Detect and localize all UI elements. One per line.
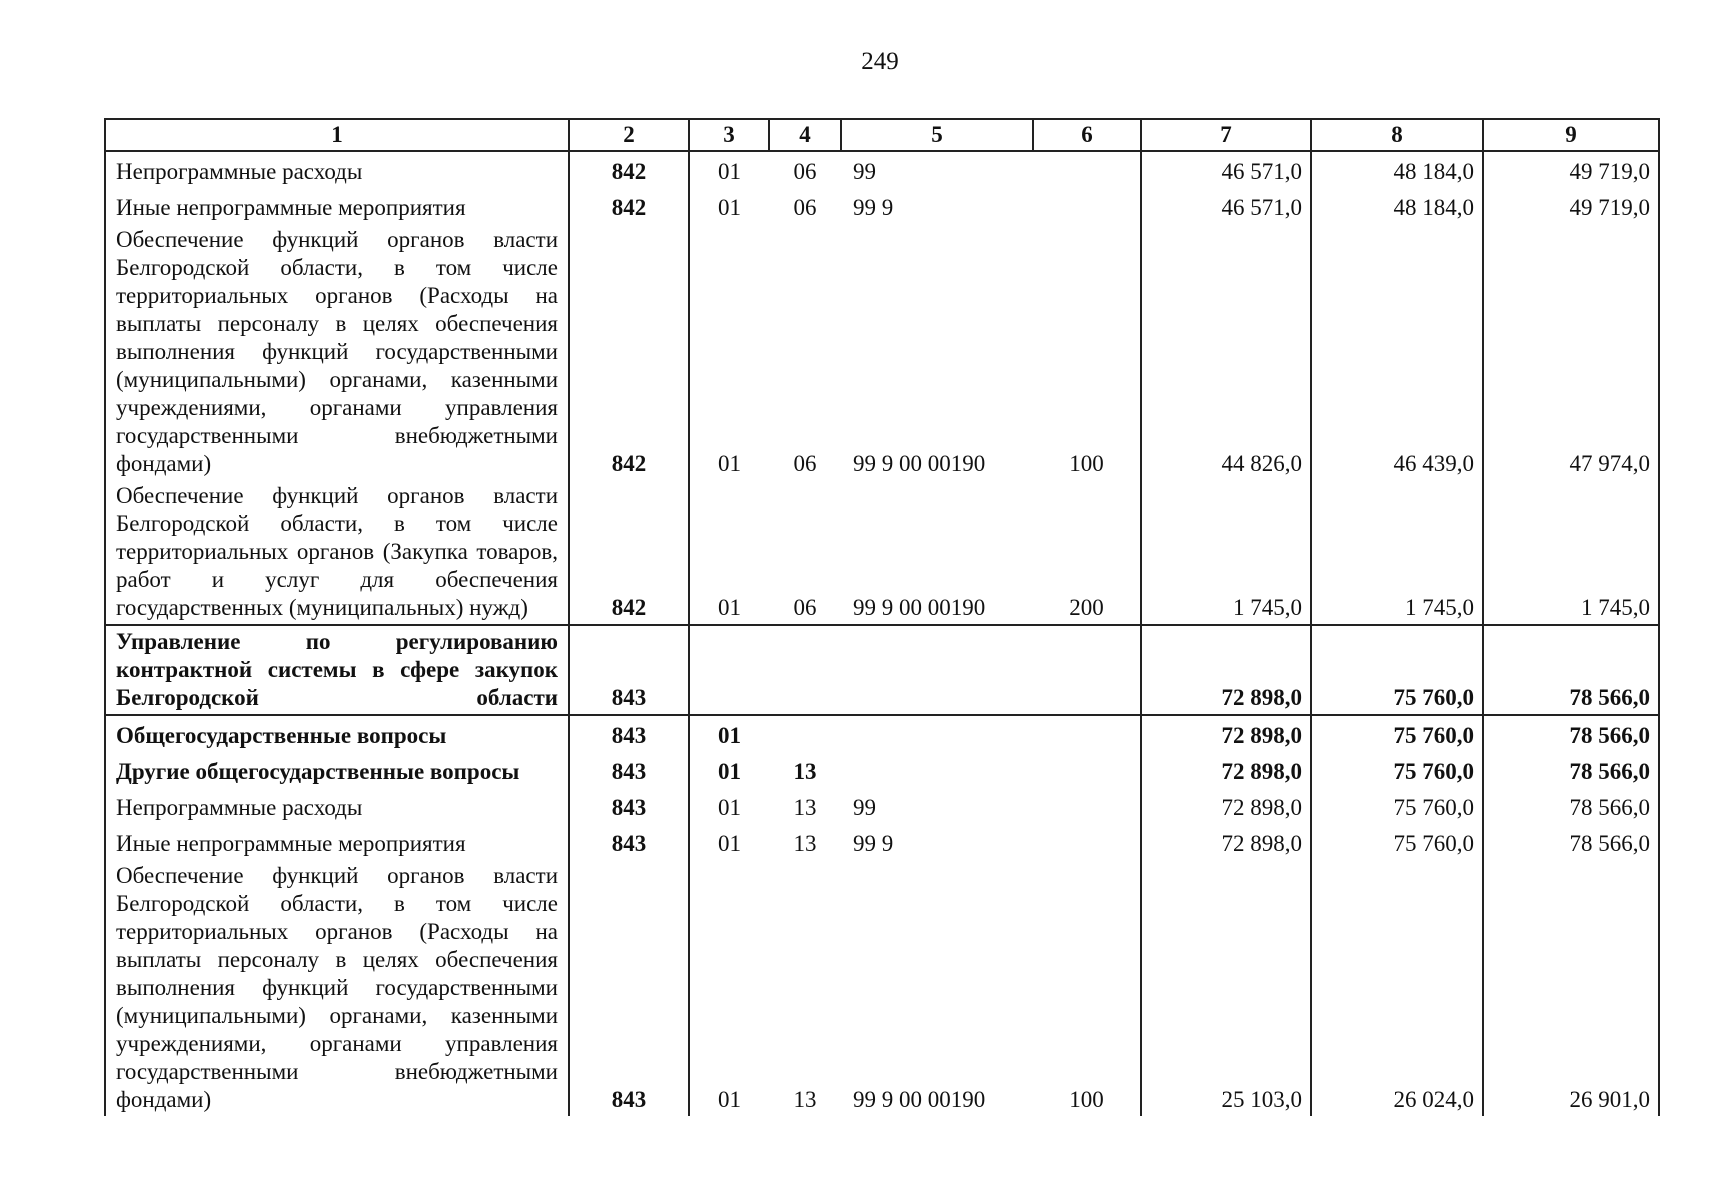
budget-table-container xyxy=(104,118,1658,1116)
row-code-cell: 843 xyxy=(569,715,689,752)
row-name-cell: Другие общегосударственные вопросы xyxy=(105,752,569,788)
header-col-5: 5 xyxy=(841,119,1033,151)
row-amount-col7-cell: 72 898,0 xyxy=(1141,788,1311,824)
table-row xyxy=(105,860,1659,1116)
row-expense-type-cell: 100 xyxy=(1033,224,1141,480)
row-section-cell: 01 xyxy=(689,480,769,625)
row-code-cell: 843 xyxy=(569,752,689,788)
row-amount-col9-cell: 26 901,0 xyxy=(1483,860,1659,1116)
row-section-cell: 01 xyxy=(689,188,769,224)
row-target-article-cell: 99 9 00 00190 xyxy=(853,451,986,476)
row-target-article-cell: 99 9 00 00190 xyxy=(853,595,986,620)
row-code-cell: 842 xyxy=(569,188,689,224)
row-expense-type-cell xyxy=(1033,824,1141,860)
header-col-1: 1 xyxy=(105,119,569,151)
row-subsection-cell: 13 xyxy=(793,1087,817,1112)
row-section-cell: 01 xyxy=(689,715,769,752)
row-name-cell: Управление по регулированию контрактной системы в сфере закупок Белгородской области xyxy=(105,625,569,715)
row-expense-type-cell: 100 xyxy=(1033,860,1141,1116)
row-code-cell: 843 xyxy=(569,824,689,860)
row-target-article-cell xyxy=(841,625,1033,715)
row-target-article-cell: 99 9 00 00190 xyxy=(853,1087,986,1112)
row-amount-col7-cell: 72 898,0 xyxy=(1141,824,1311,860)
row-section-cell: 01 xyxy=(689,824,769,860)
row-amount-col7-cell: 1 745,0 xyxy=(1141,480,1311,625)
row-name-cell: Иные непрограммные мероприятия xyxy=(105,824,569,860)
table-body xyxy=(105,151,1659,1116)
row-subsection-cell: 13 xyxy=(793,759,817,784)
row-name-cell: Непрограммные расходы xyxy=(105,151,569,188)
row-expense-type-cell xyxy=(1033,188,1141,224)
row-target-article-cell: 99 9 xyxy=(853,831,894,856)
table-row xyxy=(105,824,1659,860)
row-subsection-cell: 13 xyxy=(793,795,817,820)
table-row xyxy=(105,788,1659,824)
row-amount-col7-cell: 46 571,0 xyxy=(1141,188,1311,224)
table-row xyxy=(105,752,1659,788)
row-code-cell: 843 xyxy=(569,625,689,715)
row-amount-col8-cell: 1 745,0 xyxy=(1311,480,1483,625)
row-amount-col8-cell: 75 760,0 xyxy=(1311,752,1483,788)
row-amount-col8-cell: 75 760,0 xyxy=(1311,625,1483,715)
row-section-cell: 01 xyxy=(689,151,769,188)
row-amount-col9-cell: 78 566,0 xyxy=(1483,788,1659,824)
row-section-cell xyxy=(689,625,769,715)
row-subsection-cell: 06 xyxy=(793,595,817,620)
row-subsection-cell: 06 xyxy=(793,451,817,476)
row-amount-col9-cell: 78 566,0 xyxy=(1483,715,1659,752)
header-col-4: 4 xyxy=(769,119,841,151)
table-row xyxy=(105,480,1659,625)
row-target-article-cell xyxy=(841,715,1033,752)
row-amount-col9-cell: 78 566,0 xyxy=(1483,824,1659,860)
table-row xyxy=(105,188,1659,224)
row-amount-col8-cell: 75 760,0 xyxy=(1311,788,1483,824)
row-amount-col7-cell: 44 826,0 xyxy=(1141,224,1311,480)
row-amount-col7-cell: 72 898,0 xyxy=(1141,625,1311,715)
row-amount-col7-cell: 72 898,0 xyxy=(1141,715,1311,752)
row-expense-type-cell xyxy=(1033,715,1141,752)
row-amount-col7-cell: 46 571,0 xyxy=(1141,151,1311,188)
row-name-cell: Обеспечение функций органов власти Белгородской области, в том числе территориальных органов (Расходы на выплаты персоналу в целях обеспечения выполнения функций государственными (муниципальными) органами, казенными учреждениями, органами управления государственными внебюджетными фондами) xyxy=(105,224,569,480)
row-expense-type-cell xyxy=(1033,752,1141,788)
table-row xyxy=(105,625,1659,715)
row-subsection-cell xyxy=(769,625,841,715)
row-subsection-cell xyxy=(769,715,841,752)
row-target-article-cell: 99 xyxy=(853,159,876,184)
row-target-article-cell: 99 9 xyxy=(853,195,894,220)
row-section-cell: 01 xyxy=(689,860,769,1116)
row-section-cell: 01 xyxy=(689,224,769,480)
row-subsection-cell: 06 xyxy=(793,195,817,220)
row-subsection-cell: 13 xyxy=(793,831,817,856)
row-amount-col8-cell: 48 184,0 xyxy=(1311,151,1483,188)
row-name-cell: Обеспечение функций органов власти Белгородской области, в том числе территориальных органов (Закупка товаров, работ и услуг для обеспечения государственных (муниципальных) нужд) xyxy=(105,480,569,625)
row-amount-col9-cell: 47 974,0 xyxy=(1483,224,1659,480)
header-col-7: 7 xyxy=(1141,119,1311,151)
row-name-cell: Иные непрограммные мероприятия xyxy=(105,188,569,224)
row-code-cell: 842 xyxy=(569,480,689,625)
row-amount-col9-cell: 49 719,0 xyxy=(1483,151,1659,188)
row-target-article-cell: 99 xyxy=(853,795,876,820)
row-amount-col8-cell: 48 184,0 xyxy=(1311,188,1483,224)
row-section-cell: 01 xyxy=(689,752,769,788)
row-section-cell: 01 xyxy=(689,788,769,824)
row-code-cell: 842 xyxy=(569,224,689,480)
row-name-cell: Общегосударственные вопросы xyxy=(105,715,569,752)
row-amount-col9-cell: 1 745,0 xyxy=(1483,480,1659,625)
row-amount-col9-cell: 78 566,0 xyxy=(1483,625,1659,715)
header-col-8: 8 xyxy=(1311,119,1483,151)
header-col-9: 9 xyxy=(1483,119,1659,151)
header-col-6: 6 xyxy=(1033,119,1141,151)
row-amount-col8-cell: 75 760,0 xyxy=(1311,715,1483,752)
table-row xyxy=(105,224,1659,480)
row-name-cell: Непрограммные расходы xyxy=(105,788,569,824)
row-code-cell: 843 xyxy=(569,860,689,1116)
row-amount-col8-cell: 46 439,0 xyxy=(1311,224,1483,480)
header-col-2: 2 xyxy=(569,119,689,151)
row-target-article-cell xyxy=(841,752,1033,788)
header-col-3: 3 xyxy=(689,119,769,151)
budget-table xyxy=(104,118,1660,1116)
table-row xyxy=(105,715,1659,752)
row-expense-type-cell xyxy=(1033,151,1141,188)
row-name-cell: Обеспечение функций органов власти Белгородской области, в том числе территориальных органов (Расходы на выплаты персоналу в целях обеспечения выполнения функций государственными (муниципальными) органами, казенными учреждениями, органами управления государственными внебюджетными фондами) xyxy=(105,860,569,1116)
row-expense-type-cell: 200 xyxy=(1033,480,1141,625)
table-row xyxy=(105,151,1659,188)
row-expense-type-cell xyxy=(1033,788,1141,824)
row-code-cell: 843 xyxy=(569,788,689,824)
header-row xyxy=(105,119,1659,151)
row-amount-col8-cell: 26 024,0 xyxy=(1311,860,1483,1116)
row-amount-col8-cell: 75 760,0 xyxy=(1311,824,1483,860)
row-amount-col9-cell: 78 566,0 xyxy=(1483,752,1659,788)
row-expense-type-cell xyxy=(1033,625,1141,715)
row-code-cell: 842 xyxy=(569,151,689,188)
page-number: 249 xyxy=(861,48,899,75)
row-amount-col7-cell: 25 103,0 xyxy=(1141,860,1311,1116)
row-subsection-cell: 06 xyxy=(793,159,817,184)
row-amount-col7-cell: 72 898,0 xyxy=(1141,752,1311,788)
row-amount-col9-cell: 49 719,0 xyxy=(1483,188,1659,224)
